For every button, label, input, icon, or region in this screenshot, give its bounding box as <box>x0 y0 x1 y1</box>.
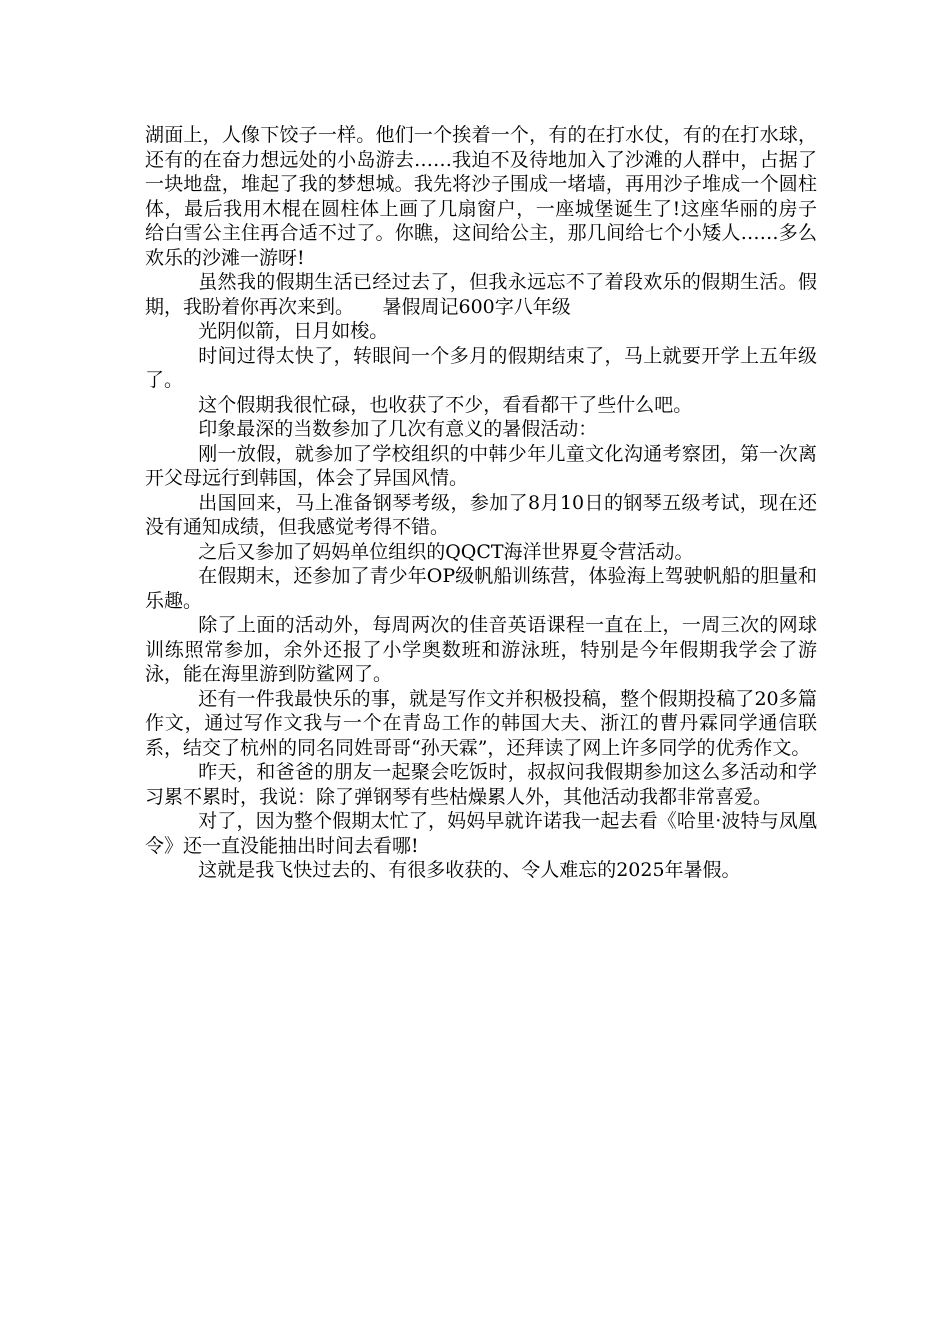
paragraph: 光阴似箭，日月如梭。 <box>198 320 389 342</box>
paragraph: 除了上面的活动外，每周两次的佳音英语课程一直在上，一周三次的网球训练照常参加，余外还报了小学奥数班和游泳班，特别是今年假期我学会了游泳，能在海里游到防鲨网了。 <box>145 614 817 685</box>
paragraph: 时间过得太快了，转眼间一个多月的假期结束了，马上就要开学上五年级了。 <box>145 344 817 391</box>
paragraph: 这个假期我很忙碌，也收获了不少，看看都干了些什么吧。 <box>198 393 693 416</box>
paragraph: 在假期末，还参加了青少年OP级帆船训练营，体验海上驾驶帆船的胆量和乐趣。 <box>145 565 817 612</box>
paragraph: 对了，因为整个假期太忙了，妈妈早就许诺我一起去看《哈里·波特与凤凰令》还一直没能抽出时间去看哪! <box>145 810 817 857</box>
paragraph: 湖面上，人像下饺子一样。他们一个挨着一个，有的在打水仗，有的在打水球，还有的在奋力想远处的小岛游去……我迫不及待地加入了沙滩的人群中，占据了一块地盘，堆起了我的梦想城。我先将沙子围成一堵墙，再用沙子堆成一个圆柱体，最后我用木棍在圆柱体上画了几扇窗户，一座城堡诞生了!这座华丽的房子给白雪公主住再合适不过了。你瞧，这间给公主，那几间给七个小矮人……多么欢乐的沙滩一游呀! <box>145 124 817 269</box>
paragraph: 这就是我飞快过去的、有很多收获的、令人难忘的2025年暑假。 <box>198 859 741 881</box>
paragraph: 刚一放假，就参加了学校组织的中韩少年儿童文化沟通考察团，第一次离开父母远行到韩国，体会了异国风情。 <box>145 442 817 489</box>
paragraph: 还有一件我最快乐的事，就是写作文并积极投稿，整个假期投稿了20多篇作文，通过写作文我与一个在青岛工作的韩国大夫、浙江的曹丹霖同学通信联系，结交了杭州的同名同姓哥哥“孙天霖”，还拜读了网上许多同学的优秀作文。 <box>145 687 817 759</box>
paragraph: 之后又参加了妈妈单位组织的QQCT海洋世界夏令营活动。 <box>198 540 694 563</box>
paragraph: 昨天，和爸爸的朋友一起聚会吃饭时，叔叔问我假期参加这么多活动和学习累不累时，我说：除了弹钢琴有些枯燥累人外，其他活动我都非常喜爱。 <box>145 761 817 808</box>
paragraph: 虽然我的假期生活已经过去了，但我永远忘不了着段欢乐的假期生活。假期，我盼着你再次来到。 暑假周记600字八年级 <box>145 271 817 318</box>
paragraph: 印象最深的当数参加了几次有意义的暑假活动： <box>198 418 598 440</box>
document-page <box>145 123 817 883</box>
paragraph: 出国回来，马上准备钢琴考级，参加了8月10日的钢琴五级考试，现在还没有通知成绩，但我感觉考得不错。 <box>145 491 817 538</box>
